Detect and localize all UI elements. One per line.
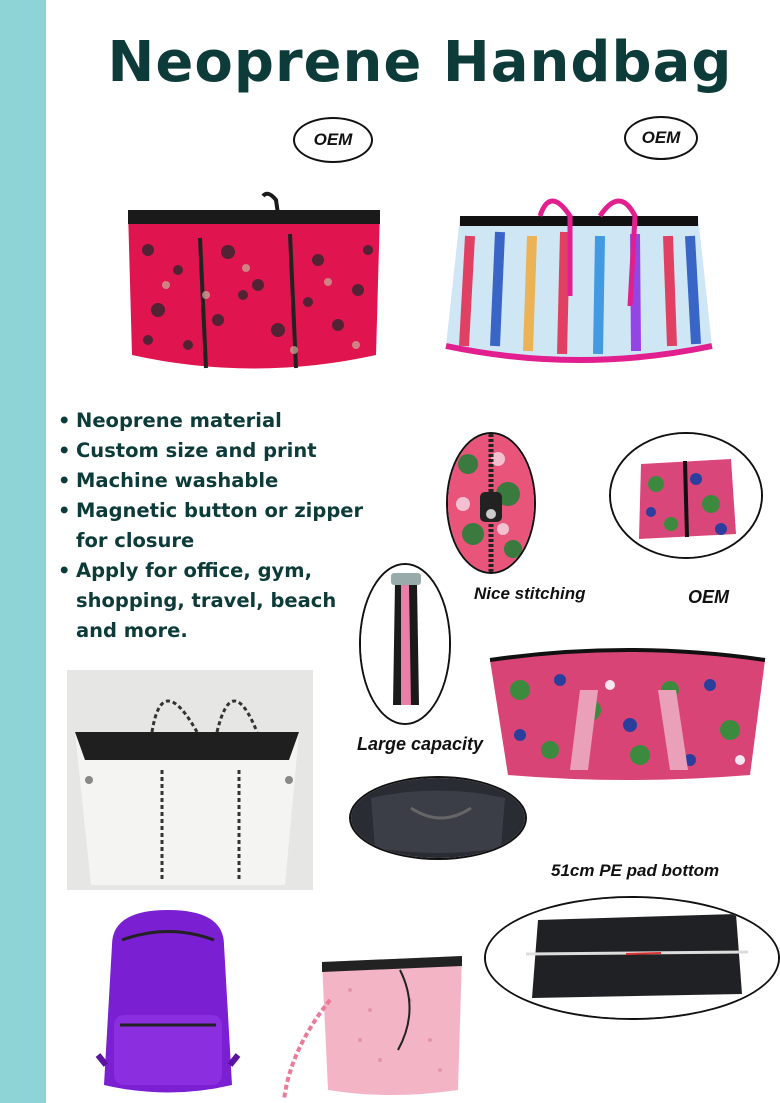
pink-mesh-bag-photo bbox=[280, 950, 470, 1103]
cosmetic-bag-photo bbox=[609, 432, 763, 559]
colorful-tote-photo bbox=[440, 196, 715, 374]
caption-nice-stitching: Nice stitching bbox=[474, 584, 586, 603]
pe-pad-bottom-photo bbox=[484, 896, 780, 1020]
oem-label-1: OEM bbox=[293, 117, 373, 163]
stitching-detail-photo bbox=[446, 432, 536, 574]
oem-label-3: OEM bbox=[688, 587, 730, 607]
caption-large-capacity: Large capacity bbox=[357, 734, 484, 754]
purple-backpack-photo bbox=[92, 905, 244, 1103]
leopard-tote-photo bbox=[118, 190, 390, 382]
strap-detail-photo bbox=[359, 563, 451, 725]
page-title: Neoprene Handbag bbox=[107, 30, 733, 95]
oem-label-2: OEM bbox=[624, 116, 698, 160]
feature-item: • Custom size and print bbox=[58, 436, 376, 466]
feature-item: • Neoprene material bbox=[58, 406, 376, 436]
caption-pad-bottom: 51cm PE pad bottom bbox=[551, 861, 720, 880]
feature-list bbox=[58, 406, 376, 646]
side-accent-strip bbox=[0, 0, 46, 1103]
feature-item: • Apply for office, gym, shopping, travel, beach and more. bbox=[58, 556, 376, 646]
feature-item: • Machine washable bbox=[58, 466, 376, 496]
bag-interior-photo bbox=[349, 776, 527, 860]
white-mesh-tote-photo bbox=[67, 670, 313, 890]
duffel-bag-photo bbox=[480, 640, 775, 780]
feature-item: • Magnetic button or zipper for closure bbox=[58, 496, 376, 556]
